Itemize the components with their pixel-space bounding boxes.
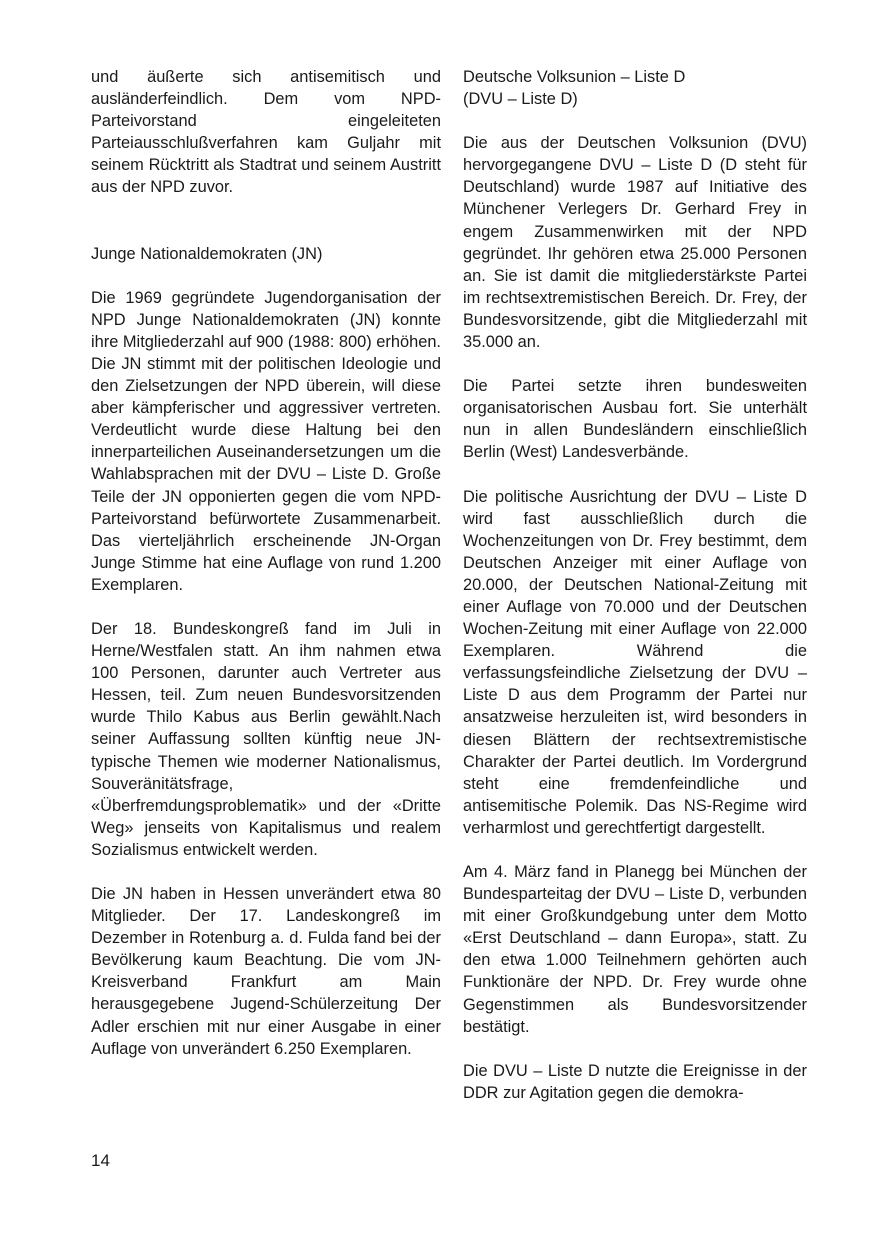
paragraph: Die Partei setzte ihren bundesweiten organisatorischen Ausbau fort. Sie unterhält nun in allen Bundesländern einschließlich Berlin (West) Landesverbände. bbox=[463, 377, 807, 462]
paragraph: Die DVU – Liste D nutzte die Ereignisse in der DDR zur Agitation gegen die demokra- bbox=[463, 1061, 807, 1102]
paragraph: Der 18. Bundeskongreß fand im Juli in Herne/Westfalen statt. An ihm nahmen etwa 100 Personen, darunter auch Vertreter aus Hessen, teil. Zum neuen Bundesvorsitzenden wurde Thilo Kabus aus Berlin gewählt.Nach seiner Auffassung sollten künftig neue JN-typische Themen wie moderner Nationalismus, Souveränitätsfrage, «Überfremdungsproblematik» und der «Dritte Weg» jenseits von Kapitalismus und realem Sozialismus entwickelt werden. bbox=[91, 619, 441, 859]
section-heading bbox=[463, 66, 807, 110]
paragraph: Die aus der Deutschen Volksunion (DVU) hervorgegangene DVU – Liste D (D steht für Deutschland) wurde 1987 auf Initiative des Münchener Verlegers Dr. Gerhard Frey in engem Zusammenwirken mit der NPD gegründet. Ihr gehören etwa 25.000 Personen an. Sie ist damit die mitgliederstärkste Partei im rechtsextremistischen Bereich. Dr. Frey, der Bundesvorsitzende, gibt die Mitgliederzahl mit 35.000 an. bbox=[463, 134, 807, 352]
paragraph: Die 1969 gegründete Jugendorganisation der NPD Junge Nationaldemokraten (JN) konnte ihre Mitgliederzahl auf 900 (1988: 800) erhöhen. Die JN stimmt mit der politischen Ideologie und den Zielsetzungen der NPD überein, will diese aber kämpferischer und aggressiver vertreten. Verdeutlicht wurde diese Haltung bei den innerparteilichen Auseinandersetzungen um die Wahlabsprachen mit der DVU – Liste D. Große Teile der JN opponierten gegen die vom NPD-Parteivorstand befürwortete Zusammenarbeit. Das vierteljährlich erscheinende JN-Organ Junge Stimme hat eine Auflage von rund 1.200 Exemplaren. bbox=[91, 288, 441, 594]
page-number: 14 bbox=[91, 1151, 110, 1170]
heading-line: Deutsche Volksunion – Liste D bbox=[463, 68, 686, 86]
right-column bbox=[463, 66, 807, 1126]
paragraph: Die JN haben in Hessen unverändert etwa 80 Mitglieder. Der 17. Landeskongreß im Dezember in Rotenburg a. d. Fulda fand bei der Bevölkerung kaum Beachtung. Die vom JN-Kreisverband Frankfurt am Main herausgegebene Jugend-Schülerzeitung Der Adler erschien mit nur einer Ausgabe in einer Auflage von unverändert 6.250 Exemplaren. bbox=[91, 885, 441, 1058]
left-column bbox=[91, 66, 441, 1082]
paragraph: Am 4. März fand in Planegg bei München der Bundesparteitag der DVU – Liste D, verbunden mit einer Großkundgebung unter dem Motto «Erst Deutschland – dann Europa», statt. Zu den etwa 1.000 Teilnehmern gehörten auch Funktionäre der NPD. Dr. Frey wurde ohne Gegenstimmen als Bundesvorsitzender bestätigt. bbox=[463, 863, 807, 1036]
paragraph: und äußerte sich antisemitisch und ausländerfeindlich. Dem vom NPD-Parteivorstand eingeleiteten Parteiausschlußverfahren kam Guljahr mit seinem Rücktritt als Stadtrat und seinem Austritt aus der NPD zuvor. bbox=[91, 68, 441, 197]
heading-line: (DVU – Liste D) bbox=[463, 90, 578, 109]
paragraph: Die politische Ausrichtung der DVU – Liste D wird fast ausschließlich durch die Wochenzeitungen von Dr. Frey bestimmt, dem Deutschen Anzeiger mit einer Auflage von 20.000, der Deutschen National-Zeitung mit einer Auflage von 70.000 und der Deutschen Wochen-Zeitung mit einer Auflage von 22.000 Exemplaren. Während die verfassungsfeindliche Zielsetzung der DVU – Liste D aus dem Programm der Partei nur ansatzweise herzuleiten ist, wird besonders in diesen Blättern der rechtsextremistische Charakter der Partei deutlich. Im Vordergrund steht eine fremdenfeindliche und antisemitische Polemik. Das NS-Regime wird verharmlost und gerechtfertigt dargestellt. bbox=[463, 487, 807, 837]
section-heading: Junge Nationaldemokraten (JN) bbox=[91, 244, 323, 263]
